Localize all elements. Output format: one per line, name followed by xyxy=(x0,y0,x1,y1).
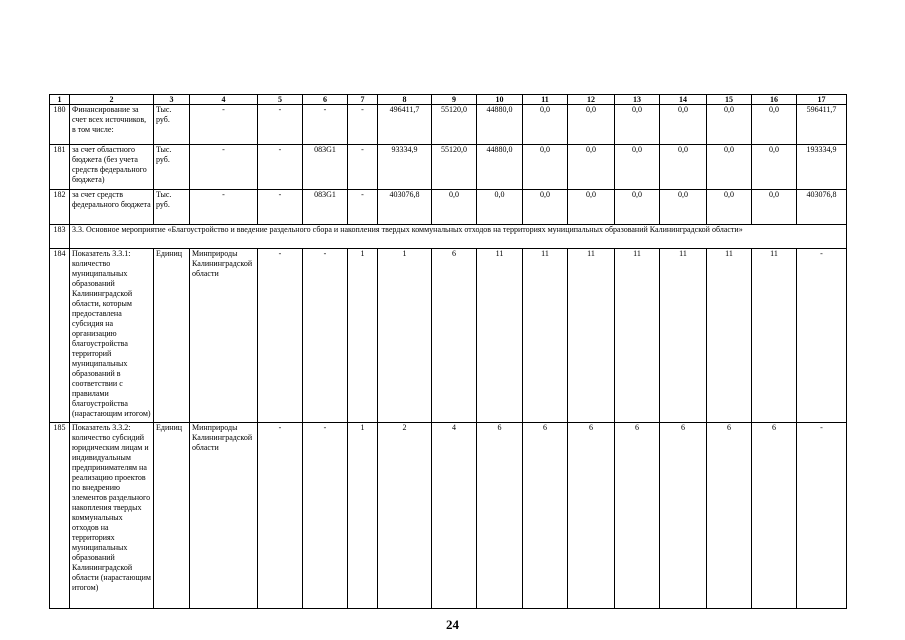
column-number: 10 xyxy=(477,95,523,105)
cell-col7: - xyxy=(348,190,378,225)
cell-col9: 6 xyxy=(432,249,477,423)
cell-col12: 6 xyxy=(568,423,615,609)
row-number: 180 xyxy=(50,105,70,145)
section-title: 3.3. Основное мероприятие «Благоустройство и введение раздельного сбора и накопления твердых коммунальных отходов на территориях муниципальных образований Калининградской области» xyxy=(70,225,847,249)
column-number: 15 xyxy=(707,95,752,105)
table-row xyxy=(50,225,847,249)
row-unit: Единиц xyxy=(154,423,190,609)
cell-col17: - xyxy=(797,423,847,609)
cell-col5: - xyxy=(258,423,303,609)
cell-col12: 0,0 xyxy=(568,105,615,145)
cell-col17: 193334,9 xyxy=(797,145,847,190)
table-row xyxy=(50,249,847,423)
cell-col15: 6 xyxy=(707,423,752,609)
row-unit: Тыс. руб. xyxy=(154,105,190,145)
cell-col14: 0,0 xyxy=(660,145,707,190)
cell-col12: 11 xyxy=(568,249,615,423)
cell-col11: 0,0 xyxy=(523,190,568,225)
cell-col4: - xyxy=(190,190,258,225)
row-unit: Тыс. руб. xyxy=(154,190,190,225)
column-number: 5 xyxy=(258,95,303,105)
cell-col9: 0,0 xyxy=(432,190,477,225)
cell-col10: 11 xyxy=(477,249,523,423)
cell-col7: - xyxy=(348,105,378,145)
table-row xyxy=(50,145,847,190)
cell-col10: 44880,0 xyxy=(477,145,523,190)
row-number: 185 xyxy=(50,423,70,609)
cell-col4: Минприроды Калининградской области xyxy=(190,423,258,609)
table-row xyxy=(50,105,847,145)
cell-col17: 403076,8 xyxy=(797,190,847,225)
cell-col8: 496411,7 xyxy=(378,105,432,145)
table-row xyxy=(50,423,847,609)
cell-col13: 11 xyxy=(615,249,660,423)
row-name: за счет областного бюджета (без учета средств федерального бюджета) xyxy=(70,145,154,190)
cell-col11: 6 xyxy=(523,423,568,609)
cell-col17: 596411,7 xyxy=(797,105,847,145)
cell-col13: 0,0 xyxy=(615,105,660,145)
cell-col5: - xyxy=(258,190,303,225)
row-unit: Тыс. руб. xyxy=(154,145,190,190)
column-number-row xyxy=(50,95,847,105)
cell-col16: 11 xyxy=(752,249,797,423)
column-number: 9 xyxy=(432,95,477,105)
row-name: Показатель 3.3.2: количество субсидий юридическим лицам и индивидуальным предпринимателям на реализацию проектов по внедрению элементов раздельного накопления твердых коммунальных отходов на территориях муниципальных образований Калининградской области (нарастающим итогом) xyxy=(70,423,154,609)
cell-col15: 0,0 xyxy=(707,190,752,225)
row-number: 182 xyxy=(50,190,70,225)
column-number: 2 xyxy=(70,95,154,105)
cell-col4: - xyxy=(190,105,258,145)
cell-col15: 0,0 xyxy=(707,105,752,145)
column-number: 12 xyxy=(568,95,615,105)
column-number: 3 xyxy=(154,95,190,105)
cell-col16: 6 xyxy=(752,423,797,609)
cell-col6: 083G1 xyxy=(303,190,348,225)
cell-col10: 0,0 xyxy=(477,190,523,225)
cell-col10: 44880,0 xyxy=(477,105,523,145)
cell-col5: - xyxy=(258,145,303,190)
cell-col6: - xyxy=(303,249,348,423)
cell-col7: - xyxy=(348,145,378,190)
table-row xyxy=(50,190,847,225)
cell-col11: 11 xyxy=(523,249,568,423)
cell-col8: 2 xyxy=(378,423,432,609)
cell-col14: 0,0 xyxy=(660,105,707,145)
cell-col6: - xyxy=(303,105,348,145)
row-name: Показатель 3.3.1: количество муниципальных образований Калининградской области, которым предоставлена субсидия на организацию благоустройства территорий муниципальных образований в соответствии с правилами благоустройства (нарастающим итогом) xyxy=(70,249,154,423)
row-name: Финансирование за счет всех источников, в том числе: xyxy=(70,105,154,145)
cell-col9: 55120,0 xyxy=(432,145,477,190)
column-number: 1 xyxy=(50,95,70,105)
cell-col8: 403076,8 xyxy=(378,190,432,225)
cell-col13: 0,0 xyxy=(615,145,660,190)
cell-col5: - xyxy=(258,105,303,145)
cell-col13: 6 xyxy=(615,423,660,609)
cell-col6: 083G1 xyxy=(303,145,348,190)
cell-col13: 0,0 xyxy=(615,190,660,225)
cell-col15: 0,0 xyxy=(707,145,752,190)
column-number: 4 xyxy=(190,95,258,105)
cell-col8: 1 xyxy=(378,249,432,423)
column-number: 8 xyxy=(378,95,432,105)
cell-col14: 11 xyxy=(660,249,707,423)
cell-col11: 0,0 xyxy=(523,105,568,145)
cell-col8: 93334,9 xyxy=(378,145,432,190)
column-number: 14 xyxy=(660,95,707,105)
column-number: 11 xyxy=(523,95,568,105)
cell-col9: 55120,0 xyxy=(432,105,477,145)
cell-col7: 1 xyxy=(348,249,378,423)
column-number: 13 xyxy=(615,95,660,105)
cell-col17: - xyxy=(797,249,847,423)
cell-col12: 0,0 xyxy=(568,190,615,225)
cell-col16: 0,0 xyxy=(752,105,797,145)
cell-col14: 0,0 xyxy=(660,190,707,225)
cell-col12: 0,0 xyxy=(568,145,615,190)
cell-col16: 0,0 xyxy=(752,190,797,225)
cell-col9: 4 xyxy=(432,423,477,609)
cell-col16: 0,0 xyxy=(752,145,797,190)
page-number: 24 xyxy=(446,617,459,632)
program-table xyxy=(49,94,847,609)
cell-col15: 11 xyxy=(707,249,752,423)
column-number: 7 xyxy=(348,95,378,105)
column-number: 6 xyxy=(303,95,348,105)
cell-col4: - xyxy=(190,145,258,190)
cell-col14: 6 xyxy=(660,423,707,609)
cell-col10: 6 xyxy=(477,423,523,609)
row-number: 184 xyxy=(50,249,70,423)
row-name: за счет средств федерального бюджета xyxy=(70,190,154,225)
cell-col6: - xyxy=(303,423,348,609)
row-unit: Единиц xyxy=(154,249,190,423)
cell-col4: Минприроды Калининградской области xyxy=(190,249,258,423)
cell-col7: 1 xyxy=(348,423,378,609)
cell-col11: 0,0 xyxy=(523,145,568,190)
row-number: 181 xyxy=(50,145,70,190)
row-number: 183 xyxy=(50,225,70,249)
cell-col5: - xyxy=(258,249,303,423)
column-number: 17 xyxy=(797,95,847,105)
column-number: 16 xyxy=(752,95,797,105)
